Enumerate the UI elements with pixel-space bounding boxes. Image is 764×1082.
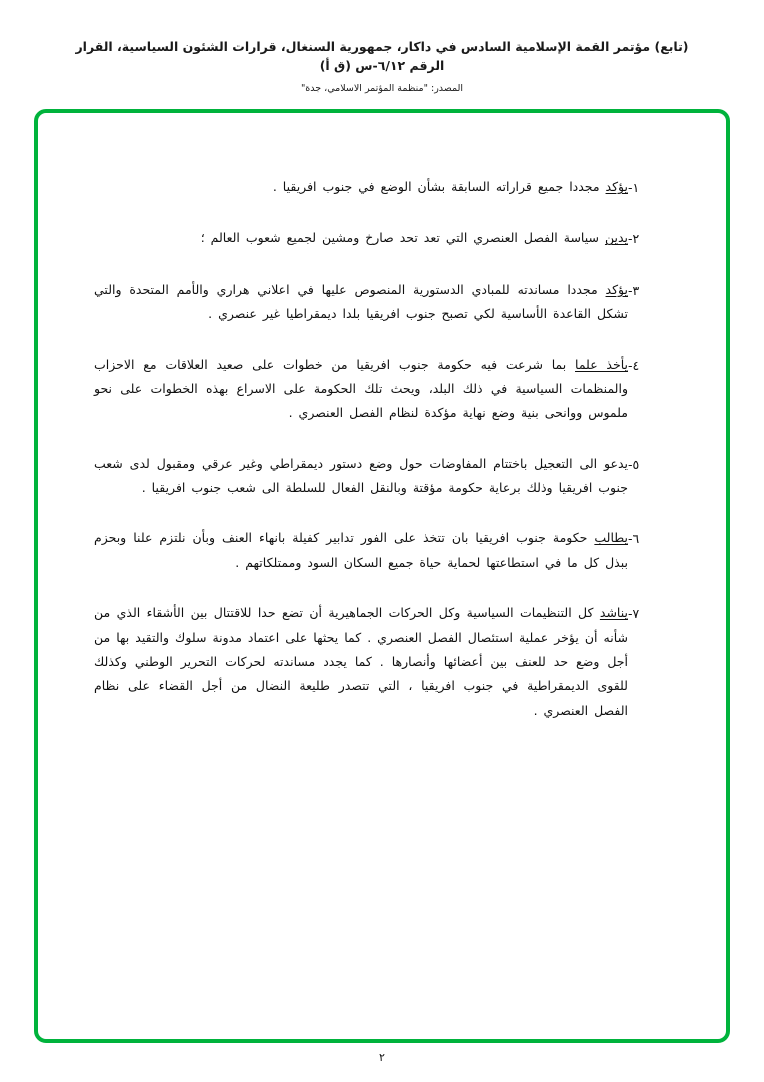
clause-body: سياسة الفصل العنصري التي تعد تحد صارخ ومشين لجميع شعوب العالم ؛ bbox=[200, 230, 605, 246]
list-item bbox=[90, 452, 674, 501]
clause-body: مجددا مساندته للمبادي الدستورية المنصوص عليها في اعلاني هراري والأمم المتحدة والتي تشكل القاعدة الأساسية لكي تصبح جنوب افريقيا بلدا ديمقراطيا غير عنصري . bbox=[94, 281, 628, 322]
clause-text bbox=[90, 278, 628, 327]
clause-lead: يؤكد bbox=[605, 281, 628, 297]
clause-number: ١- bbox=[628, 180, 640, 195]
list-item bbox=[90, 601, 674, 723]
clause-lead: يأخذ علما bbox=[575, 356, 628, 372]
page-header bbox=[0, 0, 764, 94]
clause-number: ٣- bbox=[628, 282, 640, 298]
page-number: ٢ bbox=[379, 1051, 385, 1064]
clause-lead: يدين bbox=[604, 230, 628, 246]
clause-body: مجددا جميع قراراته السابقة بشأن الوضع في جنوب افريقيا . bbox=[272, 179, 606, 194]
clause-number: ٧- bbox=[628, 606, 640, 622]
clause-text bbox=[90, 353, 628, 426]
clause-lead: يؤكد bbox=[605, 179, 628, 194]
clause-number: ٥- bbox=[628, 456, 640, 472]
page-footer bbox=[0, 1051, 764, 1064]
clause-text bbox=[90, 226, 628, 250]
header-title: (تابع) مؤتمر القمة الإسلامية السادس في داكار، جمهورية السنغال، قرارات الشئون السياسية، القرار الرقم ٦/١٢-س (ق أ) bbox=[75, 39, 689, 73]
clause-text bbox=[90, 526, 628, 575]
clause-list bbox=[38, 113, 726, 1039]
clause-body: بما شرعت فيه حكومة جنوب افريقيا من خطوات على صعيد العلاقات مع الاحزاب والمنظمات السياسية في ذلك البلد، ويحث تلك الحكومة على الاسراع بهذه الخطوات على نحو ملموس ووانحى بنية وضع نهاية مؤكدة لنظام الفصل العنصري . bbox=[94, 356, 628, 421]
clause-text bbox=[90, 601, 628, 723]
list-item bbox=[90, 278, 674, 327]
content-frame bbox=[34, 109, 730, 1043]
clause-lead: يطالب bbox=[594, 530, 628, 546]
list-item bbox=[90, 353, 674, 426]
clause-body: حكومة جنوب افريقيا بان تتخذ على الفور تدابير كفيلة بانهاء العنف وبأن نلتزم علنا وبحزم ببذل كل ما في استطاعتها لحماية حياة جميع السكان السود وممتلكاتهم . bbox=[94, 530, 628, 570]
clause-number: ٦- bbox=[628, 531, 640, 547]
list-item bbox=[90, 175, 674, 200]
clause-number: ٤- bbox=[628, 357, 640, 373]
list-item bbox=[90, 226, 674, 251]
clause-text bbox=[90, 175, 628, 199]
clause-text bbox=[90, 452, 628, 501]
clause-lead: يناشد bbox=[599, 605, 628, 621]
list-item bbox=[90, 526, 674, 575]
clause-body: يدعو الى التعجيل باختتام المفاوضات حول وضع دستور ديمقراطي وغير عرقي ومقبول لدى شعب جنوب افريقيا وذلك برعاية حكومة مؤقتة وبالنقل الفعال للسلطة الى شعب جنوب افريقيا . bbox=[94, 455, 628, 495]
clause-body: كل التنظيمات السياسية وكل الحركات الجماهيرية أن تضع حدا للاقتتال بين الأشقاء الذي من شأنه أن يؤخر عملية استئصال الفصل العنصري . كما يحثها على اعتماد مدونة سلوك والتقيد بها من أجل وضع حد للعنف بين أعضائها وأنصارها . كما يجدد مساندته لحركات التحرير الوطني وكذلك للقوى الديمقراطية في جنوب افريقيا ، التي تتصدر طليعة النضال من أجل القضاء على نظام الفصل العنصري . bbox=[94, 605, 628, 718]
header-source: المصدر: "منظمة المؤتمر الاسلامي، جدة" bbox=[300, 82, 464, 94]
clause-number: ٢- bbox=[628, 231, 640, 247]
